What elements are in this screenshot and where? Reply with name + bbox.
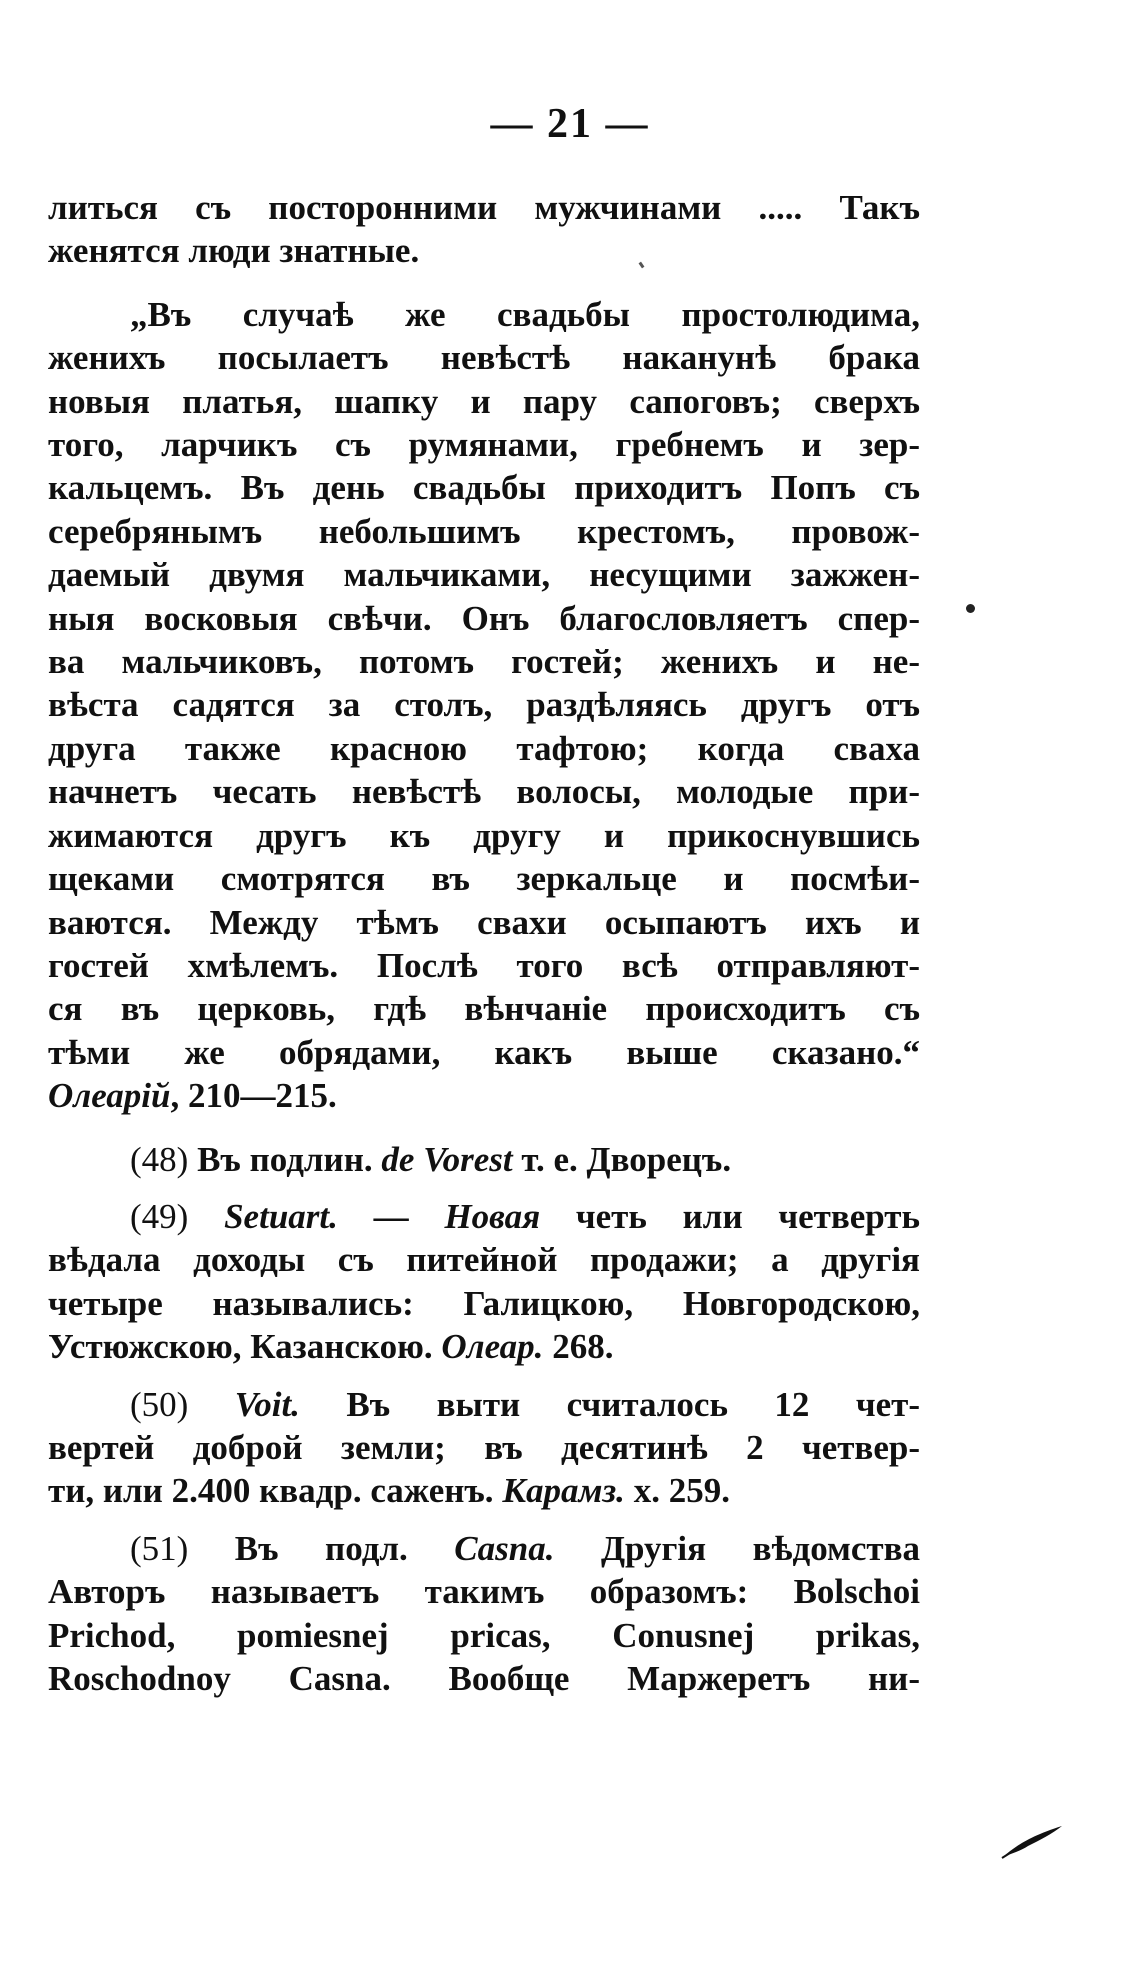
footnote-number: (49) [130, 1196, 189, 1236]
paragraph [48, 186, 920, 273]
margin-dot [966, 604, 975, 613]
paragraph [48, 293, 920, 1118]
text-run-italic: Setuart. [188, 1196, 338, 1236]
text-line: ся въ церковь, гдѣ вѣнчаніе происходитъ съ [48, 989, 920, 1029]
text-run: Въ подл. [188, 1528, 455, 1568]
text-line: „Въ случаѣ же свадьбы простолюдима, [130, 294, 920, 334]
citation-author: Олеарій [48, 1076, 171, 1116]
text-line: Prichod, pomiesnej pricas, Conusnej prikas, [48, 1615, 920, 1655]
text-line [48, 1138, 920, 1181]
footnote-number: (51) [130, 1528, 189, 1568]
text-run-italic: Voit. [188, 1384, 300, 1424]
text-line: ныя восковыя свѣчи. Онъ благословляетъ спер- [48, 598, 920, 638]
text-run: Въ подлин. [188, 1139, 382, 1179]
text-run-italic: Новая [444, 1196, 541, 1236]
text-line: Авторъ называетъ такимъ образомъ: Bolschoi [48, 1572, 920, 1612]
text-run: ти, или 2.400 квадр. саженъ. [48, 1471, 503, 1511]
quill-mark-icon [1000, 1820, 1070, 1860]
text-line: вертей доброй земли; въ десятинѣ 2 четвер- [48, 1427, 920, 1467]
text-line [48, 1195, 920, 1238]
footnote-51 [48, 1527, 920, 1701]
text-line [48, 1469, 920, 1512]
text-run: x. 259. [624, 1471, 730, 1511]
text-line: начнетъ чесать невѣстѣ волосы, молодые при- [48, 772, 920, 812]
text-run: четь или четверть [540, 1196, 920, 1236]
footnote-49 [48, 1195, 920, 1369]
text-run-italic: Олеар. [441, 1327, 544, 1367]
text-run: т. е. Дворецъ. [512, 1139, 732, 1179]
text-line: щеками смотрятся въ зеркальце и посмѣи- [48, 859, 920, 899]
text-line: женятся люди знатные. [48, 231, 420, 271]
page-body [48, 186, 920, 1700]
footnote-50 [48, 1383, 920, 1513]
text-line: вѣдала доходы съ питейной продажи; а другія [48, 1240, 920, 1280]
text-line: гостей хмѣлемъ. Послѣ того всѣ отправляют- [48, 945, 920, 985]
text-run: Устюжскою, Казанскою. [48, 1327, 442, 1367]
citation-pages: , 210—215. [170, 1076, 337, 1116]
text-run: 268. [543, 1327, 614, 1367]
text-line: даемый двумя мальчиками, несущими зажжен- [48, 555, 920, 595]
text-line: жимаются другъ къ другу и прикоснувшись [48, 815, 920, 855]
text-line: того, ларчикъ съ румянами, гребнемъ и зер- [48, 425, 920, 465]
page-number: — 21 — [490, 101, 650, 147]
text-run: Другія вѣдомства [554, 1528, 920, 1568]
text-line: вѣста садятся за столъ, раздѣляясь другъ отъ [48, 685, 920, 725]
text-line: ва мальчиковъ, потомъ гостей; женихъ и не- [48, 642, 920, 682]
text-run-italic: de Vorest [381, 1139, 513, 1179]
footnote-48 [48, 1138, 920, 1181]
text-run-italic: Casna. [454, 1528, 555, 1568]
text-line: литься съ посторонними мужчинами ..... Такъ [48, 188, 920, 227]
text-run: Въ выти считалось 12 чет- [299, 1384, 920, 1424]
footnote-number: (48) [130, 1139, 189, 1179]
text-line [48, 1325, 920, 1368]
text-line [48, 1527, 920, 1570]
text-line: серебрянымъ небольшимъ крестомъ, провож- [48, 511, 920, 551]
text-line [48, 1383, 920, 1426]
citation-line [48, 1074, 920, 1117]
text-line: женихъ посылаетъ невѣстѣ наканунѣ брака [48, 338, 920, 378]
text-run: — [337, 1196, 445, 1236]
text-line: тѣми же обрядами, какъ выше сказано.“ [48, 1032, 920, 1072]
text-line: четыре назывались: Галицкою, Новгородскою, [48, 1283, 920, 1323]
text-line: новыя платья, шапку и пару сапоговъ; сверхъ [48, 381, 920, 421]
text-line: кальцемъ. Въ день свадьбы приходитъ Попъ съ [48, 468, 920, 508]
text-line: Roschodnoy Casna. Вообще Маржеретъ ни- [48, 1659, 920, 1698]
text-line: друга также красною тафтою; когда сваха [48, 728, 920, 768]
text-run-italic: Карамз. [502, 1471, 625, 1511]
text-line: ваются. Между тѣмъ свахи осыпаютъ ихъ и [48, 902, 920, 942]
footnote-number: (50) [130, 1384, 189, 1424]
